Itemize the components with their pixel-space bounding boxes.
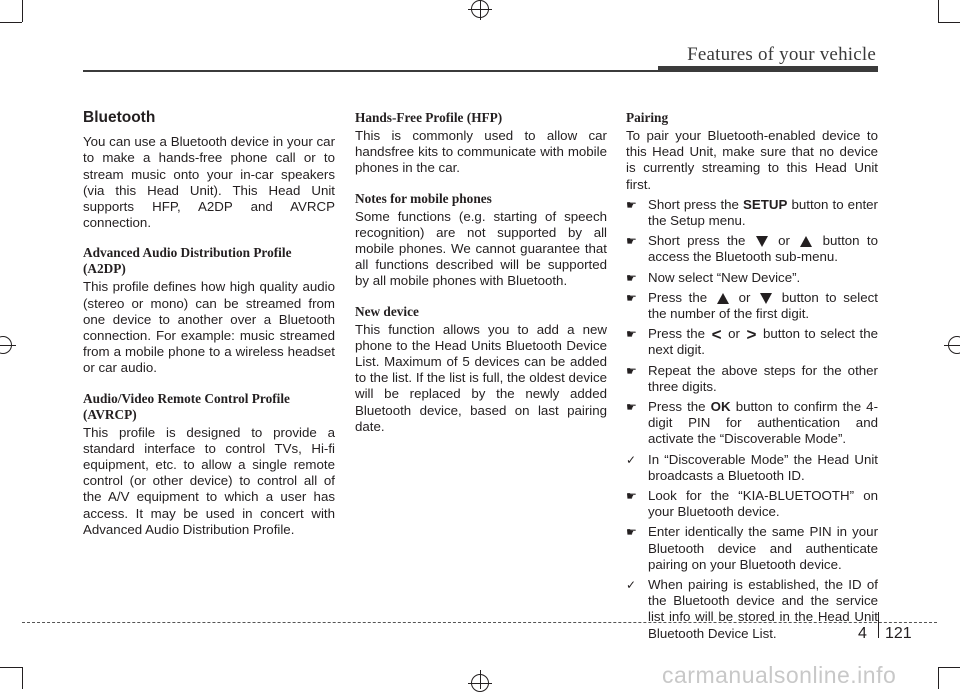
hfp-heading: Hands-Free Profile (HFP) [355, 110, 503, 125]
pairing-intro: To pair your Bluetooth-enabled device to this Head Unit, make sure that no device is currently streaming to this Head Unit first. [626, 128, 878, 192]
crop-mark [938, 667, 939, 689]
pairing-steps [626, 197, 878, 642]
pointing-hand-icon: ☛ [626, 489, 637, 504]
chevron-left-icon: < [711, 324, 722, 344]
list-item: ☛ Short press the or button to access the Bluetooth sub-menu. [626, 233, 878, 265]
footer-rule [22, 622, 937, 623]
registration-line [944, 345, 960, 346]
registration-line [468, 9, 492, 10]
list-item: ☛ Now select “New Device”. [626, 269, 801, 285]
a2dp-text: This profile defines how high quality audio (stereo or mono) can be streamed from one device to another over a Bluetooth connection. For example: music streamed from a mobile phone to a wireless headset or car audio. [83, 279, 335, 376]
bluetooth-intro: You can use a Bluetooth device in your car to make a hands-free phone call or to stream music onto your in-car speakers (via this Head Unit). This Head Unit supports HFP, A2DP and AVRCP connection. [83, 134, 335, 231]
crop-mark [938, 667, 960, 668]
chapter-number: 4 [858, 625, 867, 642]
ok-button-label: OK [710, 399, 731, 415]
crop-mark [22, 667, 23, 689]
pointing-hand-icon: ☛ [626, 363, 637, 378]
a2dp-heading: Advanced Audio Distribution Profile (A2DP) [83, 245, 292, 277]
column-3 [626, 110, 878, 646]
pointing-hand-icon: ☛ [626, 290, 637, 305]
avrcp-text: This profile is designed to provide a standard interface to control TVs, Hi-fi equipment, etc. to allow a single remote control (or other device) to control all of the A/V equipment to which a user has access. It may be used in concert with Advanced Audio Distribution Profile. [83, 424, 335, 537]
page-number: 121 [885, 625, 912, 642]
list-item: ☛ Repeat the above steps for the other three digits. [626, 362, 878, 394]
crop-mark [0, 22, 22, 23]
column-1 [83, 110, 335, 552]
crop-mark [938, 0, 939, 22]
registration-line [0, 345, 16, 346]
list-item: ✓ In “Discoverable Mode” the Head Unit broadcasts a Bluetooth ID. [626, 451, 878, 483]
footer-divider [878, 612, 879, 638]
checkmark-icon: ✓ [626, 452, 637, 467]
list-item: ☛ Look for the “KIA-BLUETOOTH” on your Bluetooth device. [626, 488, 878, 520]
list-item: ☛ Press the or button to select the number of the first digit. [626, 289, 878, 322]
crop-mark [938, 22, 960, 23]
pairing-heading: Pairing [626, 110, 669, 125]
pointing-hand-icon: ☛ [626, 327, 637, 342]
column-2 [355, 110, 607, 449]
crop-mark [22, 0, 23, 22]
new-device-heading: New device [355, 303, 419, 319]
pointing-hand-icon: ☛ [626, 270, 637, 285]
registration-line [480, 670, 481, 689]
hfp-text: This is commonly used to allow car handsfree kits to communicate with mobile phones in the car. [355, 128, 607, 176]
list-item: ☛ Press the < or > button to select the next digit. [626, 324, 878, 358]
section-title: Features of your vehicle [687, 44, 876, 65]
down-arrow-icon [760, 293, 772, 304]
registration-line [480, 0, 481, 20]
up-arrow-icon [717, 293, 729, 304]
notes-text: Some functions (e.g. starting of speech recognition) are not supported by all mobile phones. We cannot guarantee that all functions described will be supported by all mobile phones with Bluetooth. [355, 208, 607, 289]
list-item: ✓ When pairing is established, the ID of the Bluetooth device and the service list info will be stored in the Head Unit Bluetooth Device List. [626, 577, 878, 641]
up-arrow-icon [800, 236, 812, 247]
list-item: ☛ Enter identically the same PIN in your Bluetooth device and authenticate pairing on your Bluetooth device. [626, 524, 878, 572]
down-arrow-icon [756, 236, 768, 247]
watermark: carmanualsonline.info [662, 662, 897, 688]
new-device-text: This function allows you to add a new phone to the Head Units Bluetooth Device List. Maximum of 5 devices can be added to the list. If the list is full, the oldest device will be replaced by the newly added Bluetooth device, based on last pairing date. [355, 321, 607, 434]
pointing-hand-icon: ☛ [626, 400, 637, 415]
crop-mark [0, 667, 22, 668]
pointing-hand-icon: ☛ [626, 525, 637, 540]
bluetooth-heading: Bluetooth [83, 109, 156, 126]
chevron-right-icon: > [746, 324, 757, 344]
list-item: ☛ Short press the SETUP button to enter the Setup menu. [626, 196, 878, 229]
avrcp-heading: Audio/Video Remote Control Profile (AVRCP) [83, 390, 290, 422]
setup-button-label: SETUP [743, 196, 788, 212]
registration-line [468, 683, 492, 684]
list-item: ☛ Press the OK button to confirm the 4-digit PIN for authentication and activate the “Discoverable Mode”. [626, 399, 878, 447]
pointing-hand-icon: ☛ [626, 234, 637, 249]
notes-heading: Notes for mobile phones [355, 190, 492, 206]
header-bar [658, 66, 878, 72]
checkmark-icon: ✓ [626, 578, 637, 593]
pointing-hand-icon: ☛ [626, 197, 637, 212]
